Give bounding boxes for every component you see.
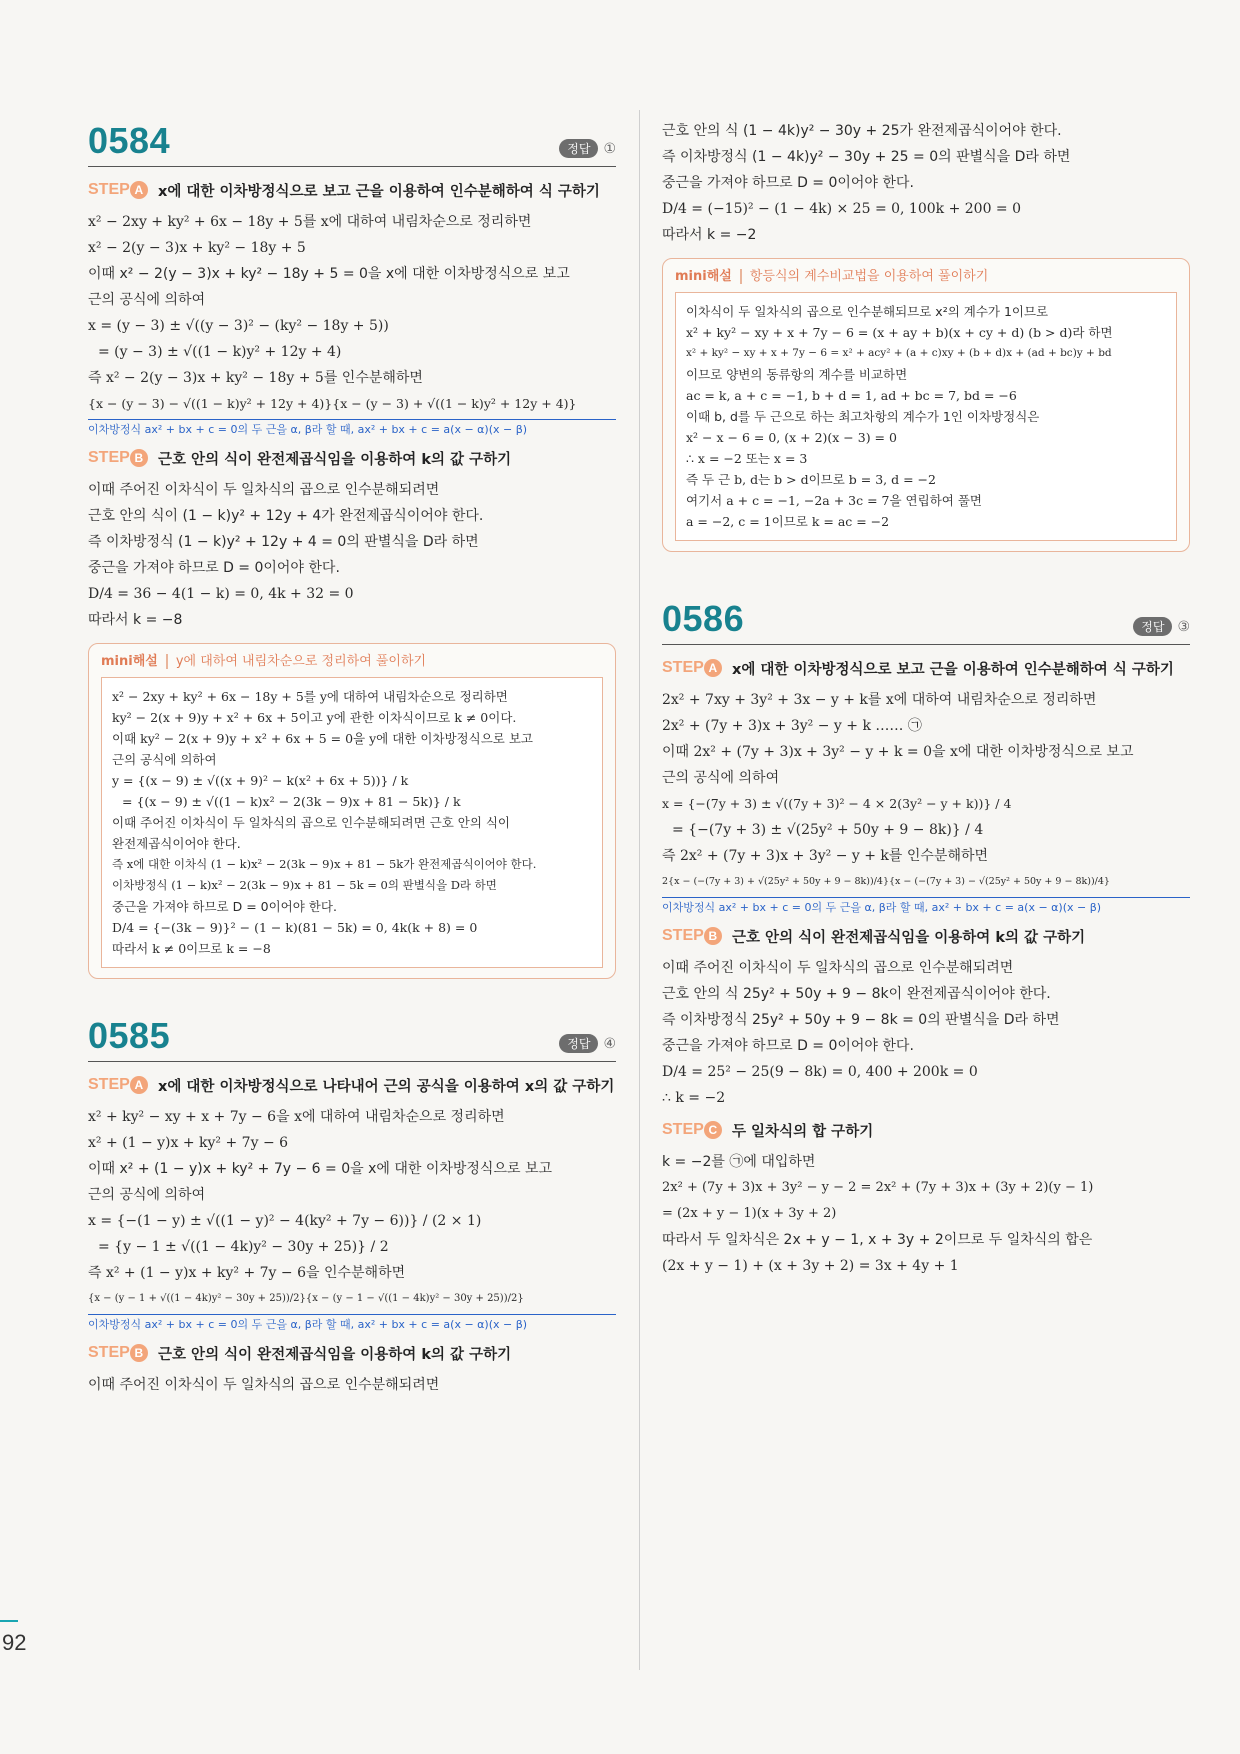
mini-content [101,677,603,968]
solution-line: 중근을 가져야 하므로 D = 0이어야 한다. [662,175,914,191]
solution-line: 이때 주어진 이차식이 두 일차식의 곱으로 인수분해되려면 [88,1377,440,1393]
right-column [662,118,1190,1279]
solution-0584-b [88,477,616,633]
problem-number: 0584 [88,120,171,161]
answer-badge [559,1034,616,1053]
step-label: STEP C [662,1121,732,1139]
step-label: STEP B [88,449,158,467]
solution-line: k = −2를 ㉠에 대입하면 [662,1154,816,1170]
step-label: STEP B [88,1344,158,1362]
solution-line: 중근을 가져야 하므로 D = 0이어야 한다. [662,1038,914,1054]
answer-badge [559,139,616,158]
step-title: 근호 안의 식이 완전제곱식임을 이용하여 k의 값 구하기 [158,452,512,468]
mini-line: a = −2, c = 1이므로 k = ac = −2 [686,514,890,529]
mini-line: D/4 = {−(3k − 9)}² − (1 − k)(81 − 5k) = 0, 4k(k + 8) = 0 [112,920,478,935]
answer-value: ④ [603,1036,616,1052]
problem-header-0585 [88,1013,616,1062]
answer-badge [1133,617,1190,636]
mini-line: 이때 b, d를 두 근으로 하는 최고차항의 계수가 1인 이차방정식은 [686,409,1040,424]
step-a-heading [662,659,1190,681]
mini-line: 즉 x에 대한 이차식 (1 − k)x² − 2(3k − 9)x + 81 − 5k가 완전제곱식이어야 한다. [112,857,537,871]
mini-explanation-box [662,258,1190,552]
mini-line: ky² − 2(x + 9)y + x² + 6x + 5이고 y에 관한 이차식이므로 k ≠ 0이다. [112,710,517,725]
mini-line: 근의 공식에 의하여 [112,752,217,767]
column-divider [639,110,640,1670]
answer-tag: 정답 [1133,617,1172,636]
mini-line: 즉 두 근 b, d는 b > d이므로 b = 3, d = −2 [686,472,936,487]
solution-line: = (2x + y − 1)(x + 3y + 2) [662,1206,837,1221]
mini-line: y = {(x − 9) ± √((x + 9)² − k(x² + 6x + 5))} / k [112,773,409,788]
solution-line: 따라서 두 일차식은 2x + y − 1, x + 3y + 2이므로 두 일차식의 합은 [662,1232,1093,1248]
solution-line: x = (y − 3) ± √((y − 3)² − (ky² − 18y + 5)) [88,318,389,334]
mini-line: x² − x − 6 = 0, (x + 2)(x − 3) = 0 [686,430,897,445]
step-title: 근호 안의 식이 완전제곱식임을 이용하여 k의 값 구하기 [732,930,1086,946]
page-number: 92 [2,1630,27,1655]
mini-explanation-box [88,643,616,979]
step-c-heading [662,1121,1190,1143]
step-title: 근호 안의 식이 완전제곱식임을 이용하여 k의 값 구하기 [158,1347,512,1363]
solution-line: ∴ k = −2 [662,1090,726,1106]
solution-line: 근호 안의 식 (1 − 4k)y² − 30y + 25가 완전제곱식이어야 한다. [662,123,1062,139]
solution-line: 근호 안의 식 25y² + 50y + 9 − 8k이 완전제곱식이어야 한다. [662,986,1051,1002]
solution-line: D/4 = 36 − 4(1 − k) = 0, 4k + 32 = 0 [88,586,354,602]
step-title: 두 일차식의 합 구하기 [732,1124,874,1140]
mini-line: ac = k, a + c = −1, b + d = 1, ad + bc = 7, bd = −6 [686,388,1017,403]
solution-line: = {y − 1 ± √((1 − 4k)y² − 30y + 25)} / 2 [98,1239,389,1255]
answer-tag: 정답 [559,139,598,158]
mini-line: ∴ x = −2 또는 x = 3 [686,451,808,466]
step-title: x에 대한 이차방정식으로 나타내어 근의 공식을 이용하여 x의 값 구하기 [158,1079,615,1095]
solution-line: 근의 공식에 의하여 [662,770,780,786]
solution-0584-a [88,209,616,439]
problem-header-0586 [662,596,1190,645]
solution-0586-c [662,1149,1190,1279]
step-a-heading [88,1076,616,1098]
left-column [88,118,616,1398]
solution-line: 2x² + (7y + 3)x + 3y² − y + k …… ㉠ [662,718,922,734]
step-b-heading [88,1344,616,1366]
solution-line: x = {−(1 − y) ± √((1 − y)² − 4(ky² + 7y − 6))} / (2 × 1) [88,1213,482,1229]
solution-line: x² − 2xy + ky² + 6x − 18y + 5를 x에 대하여 내림차순으로 정리하면 [88,214,532,230]
mini-line: 이차방정식 (1 − k)x² − 2(3k − 9)x + 81 − 5k = 0의 판별식을 D라 하면 [112,878,497,892]
solution-line: {x − (y − 3) − √((1 − k)y² + 12y + 4)}{x − (y − 3) + √((1 − k)y² + 12y + 4)} [88,396,577,411]
solution-line: 따라서 k = −8 [88,612,183,628]
solution-line: 즉 이차방정식 (1 − k)y² + 12y + 4 = 0의 판별식을 D라 하면 [88,534,479,550]
solution-0585-b [88,1372,616,1398]
step-label: STEP B [662,927,732,945]
mini-content [675,292,1177,541]
solution-0586-b [662,955,1190,1111]
mini-line: x² − 2xy + ky² + 6x − 18y + 5를 y에 대하여 내림차순으로 정리하면 [112,689,508,704]
solution-line: 이때 2x² + (7y + 3)x + 3y² − y + k = 0을 x에 대한 이차방정식으로 보고 [662,744,1134,760]
problem-number: 0585 [88,1015,171,1056]
solution-line: 즉 2x² + (7y + 3)x + 3y² − y + k를 인수분해하면 [662,848,989,864]
step-label: STEP A [662,659,732,677]
solution-line: 이때 x² + (1 − y)x + ky² + 7y − 6 = 0을 x에 대한 이차방정식으로 보고 [88,1161,552,1177]
mini-line: = {(x − 9) ± √((1 − k)x² − 2(3k − 9)x + 81 − 5k)} / k [122,794,461,809]
step-label: STEP A [88,1076,158,1094]
solution-line: 2x² + 7xy + 3y² + 3x − y + k를 x에 대하여 내림차순으로 정리하면 [662,692,1097,708]
solution-line: (2x + y − 1) + (x + 3y + 2) = 3x + 4y + 1 [662,1258,959,1274]
solution-line: D/4 = (−15)² − (1 − 4k) × 25 = 0, 100k + 200 = 0 [662,201,1022,217]
solution-line: 즉 x² + (1 − y)x + ky² + 7y − 6을 인수분해하면 [88,1265,406,1281]
mini-line: 이므로 양변의 동류항의 계수를 비교하면 [686,367,908,382]
mini-line: 중근을 가져야 하므로 D = 0이어야 한다. [112,899,337,914]
mini-header: mini해설 항등식의 계수비교법을 이용하여 풀이하기 [675,269,989,284]
problem-number: 0586 [662,598,745,639]
solution-line: 따라서 k = −2 [662,227,757,243]
formula-note: 이차방정식 ax² + bx + c = 0의 두 근을 α, β라 할 때, ax² + bx + c = a(x − α)(x − β) [88,1314,616,1334]
mini-line: 이때 ky² − 2(x + 9)y + x² + 6x + 5 = 0을 y에 대한 이차방정식으로 보고 [112,731,533,746]
solution-line: 근의 공식에 의하여 [88,1187,206,1203]
answer-value: ③ [1177,619,1190,635]
solution-line: 근의 공식에 의하여 [88,292,206,308]
solution-line: x² + ky² − xy + x + 7y − 6을 x에 대하여 내림차순으로 정리하면 [88,1109,505,1125]
solution-line: x² − 2(y − 3)x + ky² − 18y + 5 [88,240,306,256]
solution-line: D/4 = 25² − 25(9 − 8k) = 0, 400 + 200k = 0 [662,1064,978,1080]
solution-line: 이때 x² − 2(y − 3)x + ky² − 18y + 5 = 0을 x에 대한 이차방정식으로 보고 [88,266,570,282]
mini-line: x² + ky² − xy + x + 7y − 6 = x² + acy² + (a + c)xy + (b + d)x + (ad + bc)y + bd [686,347,1112,359]
step-title: x에 대한 이차방정식으로 보고 근을 이용하여 인수분해하여 식 구하기 [732,662,1174,678]
solution-line: 2{x − (−(7y + 3) + √(25y² + 50y + 9 − 8k))/4}{x − (−(7y + 3) − √(25y² + 50y + 9 − 8k))/4} [662,876,1110,887]
formula-note: 이차방정식 ax² + bx + c = 0의 두 근을 α, β라 할 때, ax² + bx + c = a(x − α)(x − β) [662,897,1190,917]
solution-line: 즉 이차방정식 25y² + 50y + 9 − 8k = 0의 판별식을 D라 하면 [662,1012,1060,1028]
mini-line: 이차식이 두 일차식의 곱으로 인수분해되므로 x²의 계수가 1이므로 [686,304,1049,319]
solution-line: 즉 이차방정식 (1 − 4k)y² − 30y + 25 = 0의 판별식을 D라 하면 [662,149,1071,165]
step-title: x에 대한 이차방정식으로 보고 근을 이용하여 인수분해하여 식 구하기 [158,184,600,200]
page-number-rule [0,1620,18,1622]
step-a-heading [88,181,616,203]
mini-line: 여기서 a + c = −1, −2a + 3c = 7을 연립하여 풀면 [686,493,982,508]
mini-line: 따라서 k ≠ 0이므로 k = −8 [112,941,271,956]
solution-line: = (y − 3) ± √((1 − k)y² + 12y + 4) [98,344,342,360]
mini-line: 완전제곱식이어야 한다. [112,836,241,851]
mini-line: 이때 주어진 이차식이 두 일차식의 곱으로 인수분해되려면 근호 안의 식이 [112,815,511,830]
solution-line: 중근을 가져야 하므로 D = 0이어야 한다. [88,560,340,576]
step-b-heading [662,927,1190,949]
solution-line: 2x² + (7y + 3)x + 3y² − y − 2 = 2x² + (7y + 3)x + (3y + 2)(y − 1) [662,1180,1094,1195]
solution-line: = {−(7y + 3) ± √(25y² + 50y + 9 − 8k)} / 4 [672,822,984,838]
solution-line: x = {−(7y + 3) ± √((7y + 3)² − 4 × 2(3y² − y + k))} / 4 [662,796,1012,811]
step-b-heading [88,449,616,471]
solution-line: {x − (y − 1 + √((1 − 4k)y² − 30y + 25))/2}{x − (y − 1 − √((1 − 4k)y² − 30y + 25))/2} [88,1293,524,1304]
mini-header: mini해설 y에 대하여 내림차순으로 정리하여 풀이하기 [101,654,427,669]
answer-value: ① [603,141,616,157]
solution-line: 이때 주어진 이차식이 두 일차식의 곱으로 인수분해되려면 [88,482,440,498]
solution-0585-a [88,1104,616,1334]
solution-line: x² + (1 − y)x + ky² + 7y − 6 [88,1135,289,1151]
solution-0585-continued [662,118,1190,248]
mini-line: x² + ky² − xy + x + 7y − 6 = (x + ay + b)(x + cy + d) (b > d)라 하면 [686,325,1113,340]
solution-0586-a [662,687,1190,917]
answer-tag: 정답 [559,1034,598,1053]
solution-line: 이때 주어진 이차식이 두 일차식의 곱으로 인수분해되려면 [662,960,1014,976]
formula-note: 이차방정식 ax² + bx + c = 0의 두 근을 α, β라 할 때, ax² + bx + c = a(x − α)(x − β) [88,419,616,439]
solution-line: 근호 안의 식이 (1 − k)y² + 12y + 4가 완전제곱식이어야 한다. [88,508,484,524]
problem-header-0584 [88,118,616,167]
step-label: STEP A [88,181,158,199]
solution-line: 즉 x² − 2(y − 3)x + ky² − 18y + 5를 인수분해하면 [88,370,423,386]
